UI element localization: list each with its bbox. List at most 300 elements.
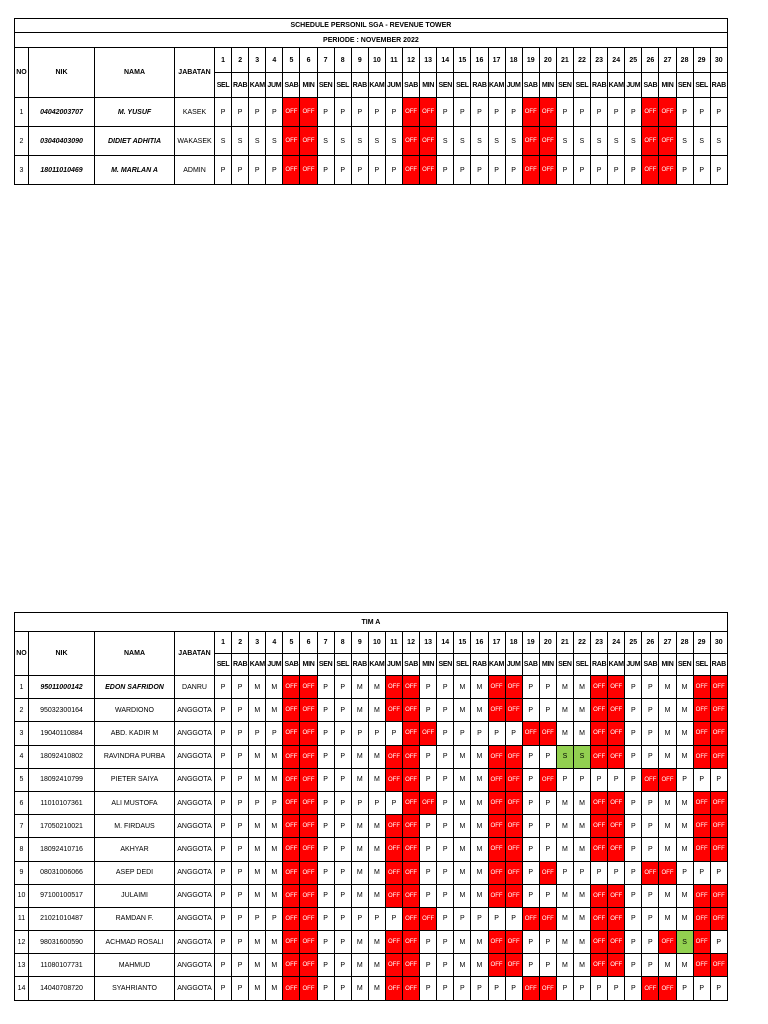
shift-cell: M	[249, 977, 266, 1000]
shift-cell: P	[334, 98, 351, 127]
shift-cell: P	[625, 838, 642, 861]
shift-cell: P	[505, 98, 522, 127]
jabatan-cell: DANRU	[175, 676, 215, 699]
shift-cell: P	[215, 815, 232, 838]
shift-cell: P	[334, 745, 351, 768]
day-number: 19	[522, 48, 539, 73]
day-name: JUM	[266, 654, 283, 676]
row-number: 11	[15, 907, 29, 930]
shift-cell: P	[642, 907, 659, 930]
shift-cell: P	[266, 791, 283, 814]
shift-cell: P	[454, 907, 471, 930]
shift-cell: P	[317, 815, 334, 838]
shift-cell: OFF	[488, 745, 505, 768]
shift-cell: OFF	[420, 907, 437, 930]
table-row	[15, 791, 728, 814]
shift-cell: M	[351, 768, 368, 791]
shift-cell: P	[625, 791, 642, 814]
shift-cell: OFF	[608, 815, 625, 838]
shift-cell: OFF	[283, 861, 300, 884]
day-number: 13	[420, 48, 437, 73]
shift-cell: M	[454, 699, 471, 722]
shift-cell: P	[334, 768, 351, 791]
day-name: SEN	[437, 73, 454, 98]
shift-cell: P	[625, 815, 642, 838]
shift-cell: P	[556, 977, 573, 1000]
shift-cell: OFF	[608, 954, 625, 977]
day-number: 28	[676, 48, 693, 73]
day-name: SEL	[693, 654, 710, 676]
day-name: SAB	[642, 73, 659, 98]
shift-cell: M	[351, 815, 368, 838]
jabatan-cell: ANGGOTA	[175, 907, 215, 930]
shift-cell: S	[215, 127, 232, 156]
table-row	[15, 722, 728, 745]
shift-cell: P	[317, 931, 334, 954]
shift-cell: P	[522, 791, 539, 814]
shift-cell: OFF	[591, 907, 608, 930]
shift-cell: P	[710, 156, 727, 185]
day-name: RAB	[471, 73, 488, 98]
shift-cell: M	[351, 931, 368, 954]
shift-cell: P	[437, 676, 454, 699]
day-number: 14	[437, 632, 454, 654]
shift-cell: M	[573, 907, 590, 930]
shift-cell: OFF	[300, 954, 317, 977]
shift-cell: OFF	[539, 127, 556, 156]
shift-cell: P	[437, 977, 454, 1000]
shift-cell: P	[437, 884, 454, 907]
table-row	[15, 768, 728, 791]
shift-cell: M	[556, 954, 573, 977]
nama-cell: AKHYAR	[95, 838, 175, 861]
shift-cell: OFF	[403, 884, 420, 907]
shift-cell: M	[471, 884, 488, 907]
day-number: 21	[556, 48, 573, 73]
shift-cell: M	[556, 791, 573, 814]
shift-cell: P	[420, 815, 437, 838]
jabatan-cell: ANGGOTA	[175, 931, 215, 954]
day-name: SAB	[403, 73, 420, 98]
shift-cell: P	[385, 156, 402, 185]
nama-cell: RAMDAN F.	[95, 907, 175, 930]
table-row	[15, 699, 728, 722]
shift-cell: P	[454, 98, 471, 127]
shift-cell: P	[488, 977, 505, 1000]
shift-cell: P	[437, 98, 454, 127]
shift-cell: P	[215, 98, 232, 127]
shift-cell: M	[351, 884, 368, 907]
shift-cell: M	[266, 676, 283, 699]
shift-cell: P	[522, 768, 539, 791]
shift-cell: P	[232, 722, 249, 745]
shift-cell: M	[556, 722, 573, 745]
shift-cell: OFF	[710, 722, 727, 745]
shift-cell: M	[249, 745, 266, 768]
shift-cell: M	[249, 838, 266, 861]
shift-cell: M	[454, 745, 471, 768]
day-number: 28	[676, 632, 693, 654]
shift-cell: M	[676, 838, 693, 861]
day-number: 18	[505, 632, 522, 654]
shift-cell: M	[266, 815, 283, 838]
shift-cell: M	[573, 722, 590, 745]
day-name: MIN	[300, 654, 317, 676]
header-nik: NIK	[29, 48, 95, 98]
shift-cell: OFF	[642, 127, 659, 156]
nik-cell: 18092410716	[29, 838, 95, 861]
shift-cell: P	[556, 98, 573, 127]
shift-cell: OFF	[710, 699, 727, 722]
shift-cell: P	[317, 838, 334, 861]
shift-cell: P	[317, 676, 334, 699]
shift-cell: P	[625, 745, 642, 768]
shift-cell: OFF	[385, 676, 402, 699]
shift-cell: OFF	[403, 127, 420, 156]
day-name: SAB	[642, 654, 659, 676]
shift-cell: OFF	[403, 699, 420, 722]
row-number: 10	[15, 884, 29, 907]
shift-cell: OFF	[505, 815, 522, 838]
shift-cell: M	[573, 838, 590, 861]
shift-cell: OFF	[659, 931, 676, 954]
shift-cell: OFF	[403, 98, 420, 127]
shift-cell: P	[591, 977, 608, 1000]
shift-cell: P	[232, 977, 249, 1000]
shift-cell: OFF	[403, 954, 420, 977]
shift-cell: OFF	[283, 156, 300, 185]
shift-cell: OFF	[283, 127, 300, 156]
shift-cell: S	[676, 931, 693, 954]
shift-cell: OFF	[420, 722, 437, 745]
shift-cell: S	[385, 127, 402, 156]
day-name: SEL	[693, 73, 710, 98]
nama-cell: SYAHRIANTO	[95, 977, 175, 1000]
day-name: KAM	[368, 73, 385, 98]
shift-cell: P	[317, 977, 334, 1000]
day-number: 22	[573, 632, 590, 654]
shift-cell: P	[556, 156, 573, 185]
shift-cell: P	[317, 791, 334, 814]
shift-cell: M	[249, 815, 266, 838]
day-name: MIN	[659, 654, 676, 676]
shift-cell: P	[471, 98, 488, 127]
shift-cell: S	[437, 127, 454, 156]
schedule-title: SCHEDULE PERSONIL SGA - REVENUE TOWER	[15, 19, 728, 33]
table-row	[15, 676, 728, 699]
shift-cell: P	[385, 98, 402, 127]
shift-cell: P	[232, 815, 249, 838]
shift-cell: P	[420, 699, 437, 722]
shift-cell: P	[642, 815, 659, 838]
shift-cell: OFF	[608, 838, 625, 861]
shift-cell: OFF	[591, 954, 608, 977]
shift-cell: P	[676, 861, 693, 884]
table-row	[15, 745, 728, 768]
shift-cell: S	[505, 127, 522, 156]
jabatan-cell: ANGGOTA	[175, 838, 215, 861]
shift-cell: P	[437, 745, 454, 768]
shift-cell: P	[232, 745, 249, 768]
table-row	[15, 884, 728, 907]
day-number: 10	[368, 48, 385, 73]
shift-cell: OFF	[710, 838, 727, 861]
nik-cell: 11080107731	[29, 954, 95, 977]
shift-cell: OFF	[300, 745, 317, 768]
day-name: KAM	[249, 73, 266, 98]
shift-cell: P	[317, 699, 334, 722]
shift-cell: OFF	[693, 745, 710, 768]
shift-cell: OFF	[300, 156, 317, 185]
row-number: 12	[15, 931, 29, 954]
shift-cell: P	[591, 861, 608, 884]
shift-cell: OFF	[505, 861, 522, 884]
shift-cell: M	[676, 791, 693, 814]
table-row	[15, 907, 728, 930]
shift-cell: OFF	[642, 861, 659, 884]
jabatan-cell: ANGGOTA	[175, 977, 215, 1000]
day-name: RAB	[710, 654, 727, 676]
shift-cell: M	[454, 861, 471, 884]
shift-cell: P	[625, 931, 642, 954]
nik-cell: 95032300164	[29, 699, 95, 722]
shift-cell: P	[710, 98, 727, 127]
shift-cell: M	[266, 977, 283, 1000]
shift-cell: S	[471, 127, 488, 156]
shift-cell: P	[232, 676, 249, 699]
shift-cell: P	[317, 156, 334, 185]
day-number: 17	[488, 48, 505, 73]
shift-cell: P	[471, 722, 488, 745]
shift-cell: OFF	[283, 791, 300, 814]
shift-cell: OFF	[591, 699, 608, 722]
shift-cell: P	[625, 954, 642, 977]
shift-cell: M	[471, 861, 488, 884]
day-name: MIN	[659, 73, 676, 98]
day-number: 16	[471, 632, 488, 654]
shift-cell: P	[334, 977, 351, 1000]
shift-cell: OFF	[488, 884, 505, 907]
shift-cell: P	[693, 98, 710, 127]
shift-cell: M	[266, 954, 283, 977]
shift-cell: OFF	[693, 931, 710, 954]
day-name: SEN	[556, 654, 573, 676]
shift-cell: OFF	[693, 722, 710, 745]
shift-cell: M	[368, 977, 385, 1000]
shift-cell: M	[249, 699, 266, 722]
schedule-table-tim-a	[14, 612, 728, 1001]
day-number: 9	[351, 48, 368, 73]
header-nik: NIK	[29, 632, 95, 676]
day-number: 19	[522, 632, 539, 654]
shift-cell: P	[488, 722, 505, 745]
shift-cell: M	[471, 815, 488, 838]
shift-cell: M	[368, 676, 385, 699]
day-name: RAB	[232, 73, 249, 98]
day-name: SEL	[454, 654, 471, 676]
shift-cell: P	[334, 699, 351, 722]
shift-cell: P	[488, 98, 505, 127]
shift-cell: P	[420, 861, 437, 884]
day-number: 29	[693, 48, 710, 73]
shift-cell: P	[625, 861, 642, 884]
day-number: 11	[385, 48, 402, 73]
shift-cell: M	[573, 954, 590, 977]
shift-cell: M	[676, 815, 693, 838]
shift-cell: P	[539, 676, 556, 699]
shift-cell: OFF	[385, 699, 402, 722]
shift-cell: OFF	[420, 791, 437, 814]
shift-cell: M	[676, 722, 693, 745]
table-row	[15, 815, 728, 838]
header-no: NO	[15, 48, 29, 98]
shift-cell: P	[591, 156, 608, 185]
shift-cell: OFF	[642, 98, 659, 127]
shift-cell: OFF	[488, 699, 505, 722]
shift-cell: M	[676, 907, 693, 930]
shift-cell: P	[539, 815, 556, 838]
shift-cell: P	[642, 699, 659, 722]
shift-cell: P	[334, 884, 351, 907]
shift-cell: P	[608, 861, 625, 884]
header-jabatan: JABATAN	[175, 48, 215, 98]
shift-cell: M	[266, 768, 283, 791]
shift-cell: OFF	[300, 676, 317, 699]
shift-cell: OFF	[659, 977, 676, 1000]
shift-cell: OFF	[385, 884, 402, 907]
shift-cell: OFF	[693, 884, 710, 907]
shift-cell: P	[676, 156, 693, 185]
row-number: 7	[15, 815, 29, 838]
shift-cell: OFF	[539, 98, 556, 127]
day-number: 4	[266, 632, 283, 654]
row-number: 13	[15, 954, 29, 977]
day-name: SEN	[437, 654, 454, 676]
shift-cell: P	[249, 722, 266, 745]
shift-cell: OFF	[488, 838, 505, 861]
shift-cell: P	[710, 861, 727, 884]
shift-cell: P	[215, 838, 232, 861]
day-number: 8	[334, 48, 351, 73]
shift-cell: M	[676, 954, 693, 977]
shift-cell: P	[608, 768, 625, 791]
day-number: 1	[215, 632, 232, 654]
day-number: 12	[403, 632, 420, 654]
shift-cell: S	[591, 127, 608, 156]
shift-cell: P	[215, 722, 232, 745]
day-number: 15	[454, 48, 471, 73]
day-number: 6	[300, 48, 317, 73]
day-number: 21	[556, 632, 573, 654]
shift-cell: P	[420, 745, 437, 768]
nama-cell: PIETER SAIYA	[95, 768, 175, 791]
shift-cell: P	[215, 676, 232, 699]
shift-cell: P	[539, 954, 556, 977]
shift-cell: P	[334, 791, 351, 814]
shift-cell: M	[249, 931, 266, 954]
shift-cell: OFF	[539, 722, 556, 745]
shift-cell: P	[642, 745, 659, 768]
table-row	[15, 954, 728, 977]
shift-cell: OFF	[385, 931, 402, 954]
shift-cell: OFF	[505, 838, 522, 861]
day-name: SAB	[522, 654, 539, 676]
shift-cell: OFF	[385, 768, 402, 791]
table-row	[15, 977, 728, 1000]
jabatan-cell: ANGGOTA	[175, 699, 215, 722]
shift-cell: P	[454, 156, 471, 185]
shift-cell: P	[420, 768, 437, 791]
shift-cell: OFF	[591, 791, 608, 814]
shift-cell: P	[522, 699, 539, 722]
day-number: 8	[334, 632, 351, 654]
shift-cell: OFF	[505, 931, 522, 954]
shift-cell: M	[368, 768, 385, 791]
day-name: SAB	[283, 73, 300, 98]
shift-cell: OFF	[385, 954, 402, 977]
day-number: 27	[659, 632, 676, 654]
shift-cell: P	[437, 861, 454, 884]
nik-cell: 21021010487	[29, 907, 95, 930]
shift-cell: S	[351, 127, 368, 156]
row-number: 14	[15, 977, 29, 1000]
shift-cell: P	[266, 98, 283, 127]
shift-cell: OFF	[710, 815, 727, 838]
day-name: SEL	[334, 654, 351, 676]
day-number: 20	[539, 48, 556, 73]
day-number: 25	[625, 48, 642, 73]
day-name: SEN	[317, 73, 334, 98]
shift-cell: OFF	[539, 156, 556, 185]
shift-cell: OFF	[693, 676, 710, 699]
nik-cell: 03040403090	[29, 127, 95, 156]
day-number: 29	[693, 632, 710, 654]
shift-cell: OFF	[300, 768, 317, 791]
shift-cell: P	[351, 907, 368, 930]
shift-cell: P	[625, 907, 642, 930]
shift-cell: OFF	[403, 838, 420, 861]
shift-cell: P	[625, 722, 642, 745]
shift-cell: P	[317, 861, 334, 884]
shift-cell: OFF	[488, 676, 505, 699]
shift-cell: P	[334, 156, 351, 185]
shift-cell: P	[232, 768, 249, 791]
shift-cell: P	[488, 156, 505, 185]
nik-cell: 18092410799	[29, 768, 95, 791]
shift-cell: M	[471, 676, 488, 699]
shift-cell: P	[625, 699, 642, 722]
row-number: 9	[15, 861, 29, 884]
shift-cell: M	[351, 861, 368, 884]
nama-cell: M. FIRDAUS	[95, 815, 175, 838]
shift-cell: M	[368, 954, 385, 977]
shift-cell: M	[368, 931, 385, 954]
shift-cell: OFF	[300, 722, 317, 745]
shift-cell: M	[351, 838, 368, 861]
shift-cell: M	[556, 815, 573, 838]
day-number: 24	[608, 48, 625, 73]
shift-cell: OFF	[710, 676, 727, 699]
shift-cell: OFF	[505, 768, 522, 791]
shift-cell: P	[522, 745, 539, 768]
day-name: SAB	[522, 73, 539, 98]
day-name: MIN	[300, 73, 317, 98]
shift-cell: S	[625, 127, 642, 156]
day-number: 7	[317, 632, 334, 654]
shift-cell: OFF	[522, 156, 539, 185]
shift-cell: M	[659, 745, 676, 768]
row-number: 1	[15, 98, 29, 127]
